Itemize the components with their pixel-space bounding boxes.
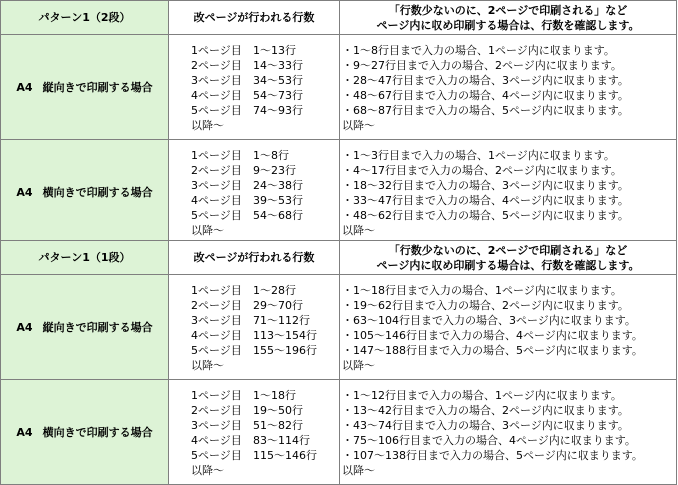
fit-notes-cell <box>340 140 677 245</box>
notes-after-line: 以降～ <box>342 119 375 132</box>
page-range-line: 4ページ目 83～114行 <box>191 434 310 447</box>
page-range-line: 1ページ目 1～8行 <box>191 149 289 162</box>
header-row <box>1 241 677 275</box>
section-portrait <box>1 275 677 380</box>
pages-after-line: 以降～ <box>191 359 224 372</box>
page-range-line: 5ページ目 54～68行 <box>191 209 303 222</box>
orientation-label: 横向きで印刷する場合 <box>42 185 153 199</box>
notes-after-line: 以降～ <box>342 224 375 237</box>
page-ranges-cell <box>169 35 340 140</box>
fit-note-line: ・68～87行目まで入力の場合、5ページ内に収まります。 <box>342 104 629 117</box>
fit-notes-cell <box>340 275 677 380</box>
fit-note-line: ・1～12行目まで入力の場合、1ページ内に収まります。 <box>342 389 622 402</box>
notes-after-line: 以降～ <box>342 359 375 372</box>
page-range-line: 4ページ目 113～154行 <box>191 329 317 342</box>
paper-size-label: A4 <box>16 185 33 199</box>
fit-note-line: ・75～106行目まで入力の場合、4ページ内に収まります。 <box>342 434 636 447</box>
fit-note-line: ・48～67行目まで入力の場合、4ページ内に収まります。 <box>342 89 629 102</box>
page-range-line: 2ページ目 29～70行 <box>191 299 303 312</box>
fit-note-line: ・9～27行目まで入力の場合、2ページ内に収まります。 <box>342 59 622 72</box>
fit-note-line: ・1～8行目まで入力の場合、1ページ内に収まります。 <box>342 44 615 57</box>
section-portrait <box>1 35 677 140</box>
pages-after-line: 以降～ <box>191 464 224 477</box>
page-range-line: 1ページ目 1～18行 <box>191 389 296 402</box>
paper-size-label: A4 <box>16 320 33 334</box>
fit-note-line: ・1～3行目まで入力の場合、1ページ内に収まります。 <box>342 149 615 162</box>
fit-note-line: ・107～138行目まで入力の場合、5ページ内に収まります。 <box>342 449 643 462</box>
page-range-line: 3ページ目 51～82行 <box>191 419 303 432</box>
fit-note-header-line1: 「行数少ないのに、2ページで印刷される」など <box>388 243 628 257</box>
page-range-line: 4ページ目 54～73行 <box>191 89 303 102</box>
fit-note-line: ・18～32行目まで入力の場合、3ページ内に収まります。 <box>342 179 629 192</box>
page-range-line: 3ページ目 24～38行 <box>191 179 303 192</box>
page-range-line: 2ページ目 19～50行 <box>191 404 303 417</box>
fit-note-line: ・48～62行目まで入力の場合、5ページ内に収まります。 <box>342 209 629 222</box>
fit-note-line: ・13～42行目まで入力の場合、2ページ内に収まります。 <box>342 404 629 417</box>
section-label <box>1 35 169 140</box>
page-ranges-cell <box>169 380 340 485</box>
fit-note-line: ・147～188行目まで入力の場合、5ページ内に収まります。 <box>342 344 643 357</box>
fit-note-line: ・28～47行目まで入力の場合、3ページ内に収まります。 <box>342 74 629 87</box>
page-range-line: 5ページ目 155～196行 <box>191 344 317 357</box>
fit-notes-cell <box>340 35 677 140</box>
section-label <box>1 140 169 245</box>
page-range-line: 5ページ目 74～93行 <box>191 104 303 117</box>
paper-size-label: A4 <box>16 425 33 439</box>
page-range-line: 1ページ目 1～13行 <box>191 44 296 57</box>
notes-after-line: 以降～ <box>342 464 375 477</box>
page-break-header: 改ページが行われる行数 <box>169 1 340 35</box>
page-range-line: 4ページ目 39～53行 <box>191 194 303 207</box>
header-row <box>1 1 677 35</box>
section-landscape <box>1 140 677 245</box>
fit-note-line: ・63～104行目まで入力の場合、3ページ内に収まります。 <box>342 314 636 327</box>
page-ranges-cell <box>169 140 340 245</box>
page-range-line: 1ページ目 1～28行 <box>191 284 296 297</box>
paper-size-label: A4 <box>16 80 33 94</box>
page-range-line: 3ページ目 34～53行 <box>191 74 303 87</box>
fit-note-header <box>340 1 677 35</box>
section-label <box>1 275 169 380</box>
fit-note-line: ・33～47行目まで入力の場合、4ページ内に収まります。 <box>342 194 629 207</box>
page-range-line: 2ページ目 14～33行 <box>191 59 303 72</box>
fit-note-header-line1: 「行数少ないのに、2ページで印刷される」など <box>388 3 628 17</box>
orientation-label: 縦向きで印刷する場合 <box>42 80 153 94</box>
orientation-label: 縦向きで印刷する場合 <box>42 320 153 334</box>
pages-after-line: 以降～ <box>191 119 224 132</box>
fit-note-line: ・19～62行目まで入力の場合、2ページ内に収まります。 <box>342 299 629 312</box>
fit-note-line: ・43～74行目まで入力の場合、3ページ内に収まります。 <box>342 419 629 432</box>
page-ranges-cell <box>169 275 340 380</box>
page-range-line: 5ページ目 115～146行 <box>191 449 317 462</box>
orientation-label: 横向きで印刷する場合 <box>42 425 153 439</box>
page-range-line: 3ページ目 71～112行 <box>191 314 310 327</box>
fit-note-line: ・1～18行目まで入力の場合、1ページ内に収まります。 <box>342 284 622 297</box>
pages-after-line: 以降～ <box>191 224 224 237</box>
pattern-label: パターン1（2段） <box>1 1 169 35</box>
fit-notes-cell <box>340 380 677 485</box>
fit-note-header-line2: ページ内に収め印刷する場合は、行数を確認します。 <box>376 18 640 32</box>
page-break-header: 改ページが行われる行数 <box>169 241 340 275</box>
section-label <box>1 380 169 485</box>
section-landscape <box>1 380 677 485</box>
page-range-line: 2ページ目 9～23行 <box>191 164 296 177</box>
fit-note-header <box>340 241 677 275</box>
fit-note-line: ・105～146行目まで入力の場合、4ページ内に収まります。 <box>342 329 643 342</box>
pattern-label: パターン1（1段） <box>1 241 169 275</box>
fit-note-header-line2: ページ内に収め印刷する場合は、行数を確認します。 <box>376 258 640 272</box>
pattern-1dan-table <box>0 240 677 485</box>
fit-note-line: ・4～17行目まで入力の場合、2ページ内に収まります。 <box>342 164 622 177</box>
